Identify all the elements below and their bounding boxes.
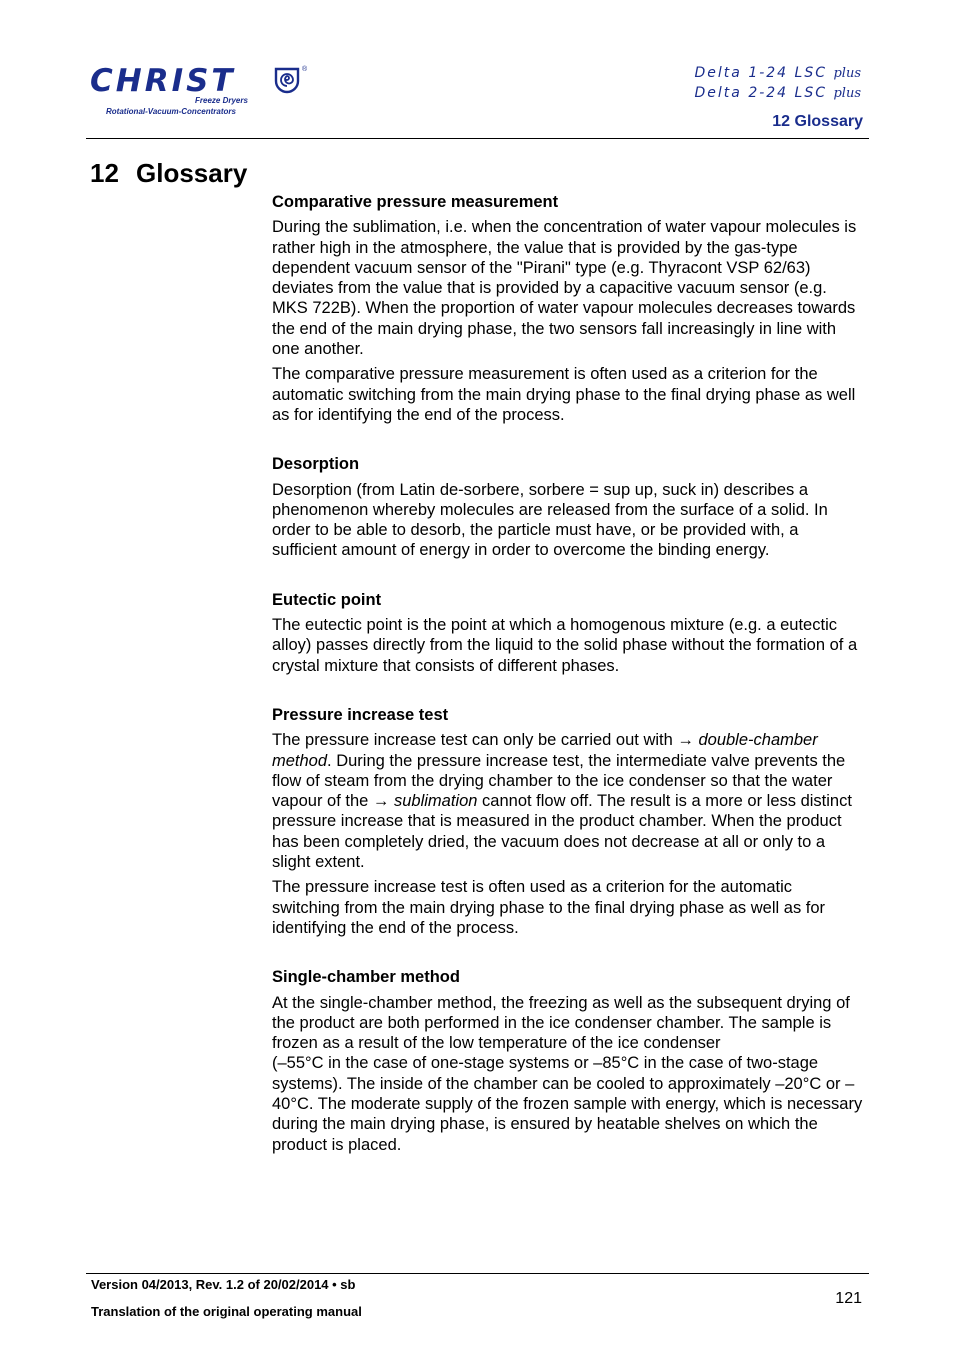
glossary-term: Pressure increase test: [272, 705, 449, 724]
model-name-delta-1: [561, 64, 861, 83]
glossary-entry-comparative-pressure: [272, 192, 864, 425]
glossary-paragraph: The eutectic point is the point at which a homogenous mixture (e.g. a eutectic alloy) passes directly from the liquid to the solid phase without the formation of a crystal mixture that consists of different phases.: [272, 616, 858, 675]
model-2-name: Delta 2-24 LSC: [694, 85, 828, 101]
model-name-delta-2: [561, 84, 861, 103]
page-number: 121: [835, 1290, 862, 1307]
paragraph-text: cannot flow off. The result is a more or less distinct pressure increase that is measured in the product chamber. When the product has been completely dried, the vacuum does not decrease at all or only to a slight extent.: [272, 792, 852, 872]
chapter-title: Glossary: [136, 158, 248, 188]
model-1-name: Delta 1-24 LSC: [694, 65, 828, 81]
glossary-entry-eutectic-point: [272, 590, 864, 676]
header-chapter: 12 Glossary: [772, 113, 863, 130]
logo-tagline-concentrators: Rotational-Vacuum-Concentrators: [106, 107, 236, 116]
glossary-term: Single-chamber method: [272, 968, 460, 987]
glossary-paragraph: [272, 730, 864, 872]
paragraph-text: The pressure increase test can only be carried out with →: [272, 731, 699, 750]
model-2-suffix: plus: [833, 86, 861, 101]
registered-mark: ®: [302, 66, 308, 73]
glossary-paragraph: During the sublimation, i.e. when the concentration of water vapour molecules is rather high in the atmosphere, the value that is provided by the gas-type dependent vacuum sensor of the "Pirani" type (e.g. Thyracont VSP 62/63) deviates from the value that is provided by a capacitive vacuum sensor (e.g. MKS 722B). When the proportion of water vapour molecules decreases towards the end of the main drying phase, the two sensors fall increasingly in line with one another.: [272, 218, 857, 359]
cross-reference-sublimation[interactable]: sublimation: [394, 792, 478, 811]
header-divider: [86, 138, 869, 139]
model-1-suffix: plus: [833, 66, 861, 81]
glossary-entry-desorption: [272, 454, 864, 560]
logo-tagline-freeze-dryers: Freeze Dryers: [195, 96, 248, 105]
paragraph-text: (–55°C in the case of one-stage systems or –85°C in the case of two-stage systems). The inside of the chamber can be cooled to approximately –20°C or –40°C. The moderate supply of the frozen sample with energy, which is necessary during the main drying phase, is ensured by heatable shelves on which the product is placed.: [272, 1054, 863, 1154]
paragraph-text: . During the pressure increase test, the intermediate valve prevents the flow of steam from the drying chamber to the ice condenser so that the water vapour of the →: [272, 751, 846, 811]
page-title: [90, 157, 247, 189]
glossary-paragraph: The comparative pressure measurement is often used as a criterion for the automatic switching from the main drying phase to the final drying phase as well as for identifying the end of the process.: [272, 365, 856, 424]
footer-translation-note: Translation of the original operating manual: [91, 1304, 362, 1319]
footer-version: Version 04/2013, Rev. 1.2 of 20/02/2014 • sb: [91, 1277, 356, 1292]
cross-reference-double-chamber-method[interactable]: double-chamber method: [272, 731, 818, 770]
glossary-content: [272, 192, 864, 1184]
paragraph-text: At the single-chamber method, the freezing as well as the subsequent drying of the product are both performed in the ice condenser chamber. The sample is frozen as a result of the low temperature of the ice condenser: [272, 993, 850, 1053]
glossary-term: Desorption: [272, 455, 360, 474]
glossary-term: Comparative pressure measurement: [272, 193, 559, 211]
glossary-entry-single-chamber-method: [272, 967, 864, 1155]
chapter-number: 12: [90, 158, 119, 188]
glossary-paragraph: The pressure increase test is often used as a criterion for the automatic switching from the main drying phase to the final drying phase as well as for identifying the end of the process.: [272, 878, 826, 937]
glossary-term: Eutectic point: [272, 590, 382, 609]
logo-brand: CHRIST: [90, 63, 236, 99]
glossary-paragraph: Desorption (from Latin de-sorbere, sorbere = sup up, suck in) describes a phenomenon whereby molecules are released from the surface of a solid. In order to be able to desorb, the particle must have, or be provided with, a sufficient amount of energy in order to overcome the binding energy.: [272, 480, 828, 560]
footer-divider: [86, 1273, 869, 1274]
christ-logo: [90, 58, 320, 120]
glossary-paragraph: [272, 993, 864, 1155]
spiral-logo-icon: [273, 66, 301, 94]
glossary-entry-pressure-increase-test: [272, 705, 864, 938]
